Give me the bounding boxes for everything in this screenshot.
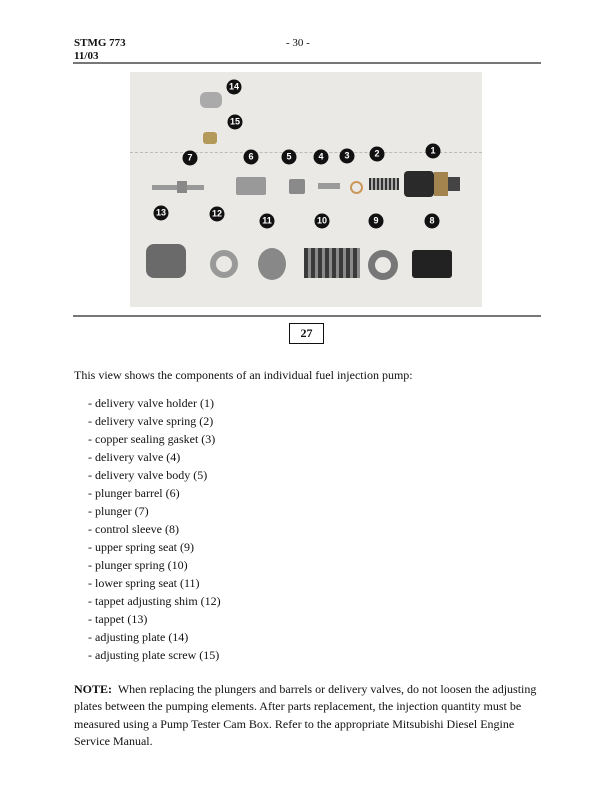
callout-13: 13 bbox=[154, 206, 169, 221]
header-rule bbox=[73, 62, 541, 64]
callout-8: 8 bbox=[425, 214, 440, 229]
note-label: NOTE: bbox=[74, 682, 113, 696]
callout-3: 3 bbox=[340, 149, 355, 164]
callout-15: 15 bbox=[228, 115, 243, 130]
doc-id: STMG 773 bbox=[74, 37, 126, 49]
note-paragraph bbox=[74, 681, 544, 750]
callout-14: 14 bbox=[227, 80, 242, 95]
list-item: - delivery valve (4) bbox=[88, 450, 181, 464]
callout-6: 6 bbox=[244, 150, 259, 165]
callout-11: 11 bbox=[260, 214, 275, 229]
list-item: - control sleeve (8) bbox=[88, 522, 179, 536]
list-item: - lower spring seat (11) bbox=[88, 576, 200, 590]
list-item: - copper sealing gasket (3) bbox=[88, 432, 216, 446]
list-item: - tappet (13) bbox=[88, 612, 148, 626]
callout-4: 4 bbox=[314, 150, 329, 165]
pump-components-photo bbox=[130, 72, 482, 307]
list-item: - adjusting plate screw (15) bbox=[88, 648, 220, 662]
figure-number: 27 bbox=[289, 323, 324, 344]
callout-7: 7 bbox=[183, 151, 198, 166]
callout-12: 12 bbox=[210, 207, 225, 222]
callout-1: 1 bbox=[426, 144, 441, 159]
list-item: - delivery valve body (5) bbox=[88, 468, 208, 482]
list-item: - adjusting plate (14) bbox=[88, 630, 189, 644]
intro-text: This view shows the components of an individual fuel injection pump: bbox=[74, 368, 413, 382]
list-item: - plunger barrel (6) bbox=[88, 486, 180, 500]
callout-9: 9 bbox=[369, 214, 384, 229]
note-text: When replacing the plungers and barrels or delivery valves, do not loosen the adjusting plates between the pumping elements. After parts replacement, the injection quantity must be measured using a Pump Tester Cam Box. Refer to the appropriate Mitsubishi Diesel Engine Service Manual. bbox=[74, 682, 537, 748]
list-item: - plunger (7) bbox=[88, 504, 149, 518]
list-item: - delivery valve holder (1) bbox=[88, 396, 214, 410]
list-item: - tappet adjusting shim (12) bbox=[88, 594, 221, 608]
list-item: - upper spring seat (9) bbox=[88, 540, 194, 554]
doc-date: 11/03 bbox=[74, 50, 99, 62]
callout-10: 10 bbox=[315, 214, 330, 229]
callout-2: 2 bbox=[370, 147, 385, 162]
figure-rule bbox=[73, 315, 541, 317]
callout-5: 5 bbox=[282, 150, 297, 165]
page-number: - 30 - bbox=[286, 37, 310, 49]
list-item: - plunger spring (10) bbox=[88, 558, 188, 572]
list-item: - delivery valve spring (2) bbox=[88, 414, 214, 428]
